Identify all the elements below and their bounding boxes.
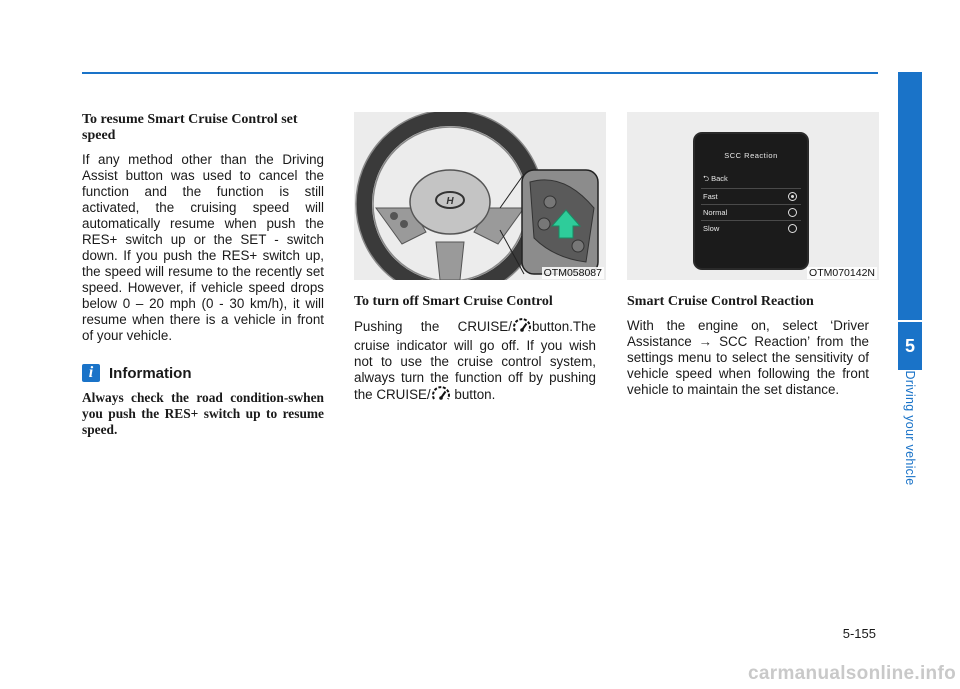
information-header — [82, 364, 324, 382]
svg-text:H: H — [446, 196, 454, 207]
turn-off-text-2: button.The cruise indicator will go off. If you wish not to use the cruise control system, always turn the function off by pushing the CRUISE/ — [354, 319, 596, 402]
steering-wheel-illustration — [354, 112, 606, 280]
figure-code: OTM070142N — [809, 267, 875, 279]
cruise-icon — [512, 318, 532, 338]
paragraph-turn-off — [354, 318, 596, 406]
option-label: Normal — [703, 208, 728, 217]
column-turn-off — [354, 112, 602, 406]
option-normal — [701, 204, 801, 220]
back-arrow-icon: ⮌ — [703, 174, 712, 183]
information-title: Information — [109, 364, 192, 382]
paragraph-reaction: With the engine on, select ‘Driver Assistance → SCC Reaction’ from the settings menu to select the sensitivity of vehicle speed when following the front vehicle to maintain the set distance. — [627, 318, 869, 397]
side-tab — [898, 72, 922, 320]
option-label: Slow — [703, 224, 720, 233]
cruise-icon-2 — [431, 386, 451, 406]
heading-turn-off: To turn off Smart Cruise Control — [354, 294, 553, 309]
cluster-screen-figure — [627, 112, 879, 280]
radio-icon — [788, 208, 797, 217]
column-reaction — [627, 112, 875, 398]
column-resume — [82, 112, 324, 438]
option-slow — [701, 220, 801, 236]
steering-wheel-figure — [354, 112, 606, 280]
paragraph-resume: If any method other than the Driving Assist button was used to cancel the function and the function is still activated, the cruising speed will automatically resume when push the RES+ switch up or the SET - switch down. If you push the RES+ switch up, the speed will resume to the recently set speed. However, if vehicle speed drops below 0 – 20 mph (0 - 30 km/h), it will resume when there is a vehicle in front of your vehicle. — [82, 152, 324, 343]
heading-reaction: Smart Cruise Control Reaction — [627, 294, 814, 309]
back-label: Back — [711, 174, 728, 183]
option-label: Fast — [703, 192, 718, 201]
info-icon: i — [82, 364, 100, 382]
page-number: 5-155 — [842, 626, 876, 641]
top-rule — [82, 72, 878, 74]
heading-resume: To resume Smart Cruise Control set speed — [82, 112, 298, 143]
turn-off-text-3: button. — [450, 387, 496, 402]
radio-icon — [788, 224, 797, 233]
option-fast — [701, 188, 801, 204]
chapter-number: 5 — [898, 322, 922, 370]
section-label: Driving your vehicle — [903, 370, 917, 486]
back-menu-item — [703, 173, 728, 186]
radio-selected-icon — [788, 192, 797, 201]
scc-reaction-screen — [695, 134, 807, 268]
figure-code: OTM058087 — [543, 267, 602, 279]
screen-title: SCC Reaction — [724, 151, 778, 160]
information-text: Always check the road condition-swhen you push the RES+ switch up to resume speed. — [82, 390, 324, 437]
turn-off-text-1: Pushing the CRUISE/ — [354, 319, 512, 334]
watermark: carmanualsonline.info — [748, 663, 956, 684]
